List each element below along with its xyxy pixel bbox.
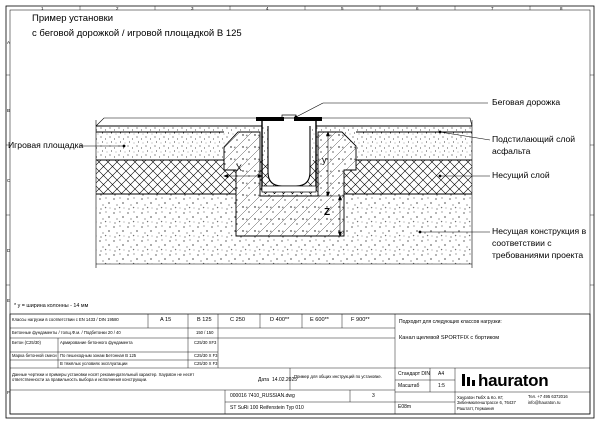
- company-email: info@hauraton.ru: [528, 400, 561, 405]
- tick-top-7: 7: [491, 6, 494, 11]
- mix-row-label: Марка бетонной смеси: [12, 353, 57, 358]
- sheet-note: Пример для общих инструкций по установке.: [294, 374, 382, 379]
- drawing-title-line1: Пример установки: [32, 13, 114, 24]
- load-class-b125: B 125: [197, 317, 212, 323]
- tick-top-6: 6: [416, 6, 419, 11]
- hauraton-logo-mark: [462, 374, 475, 386]
- tick-top-3: 3: [191, 6, 194, 11]
- mix-row-value: C25/30 X F3: [194, 353, 218, 358]
- company-logo-text: hauraton: [478, 371, 549, 390]
- slot-opening: [282, 115, 296, 118]
- heavy-row-mid: В тяжёлых условиях эксплуатации: [60, 361, 128, 366]
- drawing-number: 000016 7410_RUSSIAN.dwg: [230, 393, 295, 399]
- channel-u-profile: [268, 126, 310, 186]
- heavy-row-value: C25/30 X F3: [194, 361, 218, 366]
- revision: E08m: [398, 404, 412, 410]
- dimension-x-label: X: [236, 163, 243, 173]
- classes-header: Классы нагрузки в соответствии с EN 1433 / DIN 19580: [12, 317, 119, 322]
- callout-construction-line2: соответствии с: [492, 238, 552, 248]
- disclaimer-text: Данные чертежи и примеры установки носят рекомендательный характер. Хаураtон не несёт ответственности за правильность выбора и исполнения конструкции.: [12, 372, 195, 383]
- load-class-a15: A 15: [160, 317, 172, 323]
- scale-value: 1:5: [438, 383, 445, 389]
- foundation-row-value: 150 / 150: [196, 330, 214, 335]
- product-header: Подходит для следующих классов нагрузки:: [399, 319, 502, 325]
- standard-value: A4: [438, 371, 445, 377]
- callout-base-layer: Несущий слой: [492, 170, 550, 180]
- drawing-index: 3: [372, 393, 375, 399]
- callout-asphalt-line2: асфальта: [492, 146, 531, 156]
- tick-top-8: 8: [560, 6, 563, 11]
- concrete-row-mid: Армирование бетонного фундамента: [60, 340, 133, 345]
- tick-top-4: 4: [266, 6, 269, 11]
- tick-side-c: C: [7, 178, 11, 183]
- channel-foot: [262, 186, 316, 192]
- scale-label: Масштаб: [398, 383, 420, 389]
- callout-construction-line1: Несущая конструкция в: [492, 226, 587, 236]
- company-phone: Тел. +7 495 6372016: [528, 394, 568, 399]
- load-class-e600: E 600**: [310, 317, 329, 323]
- load-class-c250: C 250: [230, 317, 245, 323]
- tick-side-a: A: [7, 40, 11, 45]
- dimension-z-label: Z: [324, 207, 331, 218]
- callout-running-track: Беговая дорожка: [492, 97, 561, 107]
- tick-top-1: 1: [41, 6, 44, 11]
- tick-top-2: 2: [116, 6, 119, 11]
- date-label: Дата: [258, 377, 270, 383]
- standard-label: Стандарт DIN: [398, 371, 431, 377]
- callout-construction-line3: требованиями проекта: [492, 250, 584, 260]
- concrete-row-label: Бетон (C25/30): [12, 340, 41, 345]
- channel-edge-right: [294, 117, 322, 121]
- tick-top-5: 5: [341, 6, 344, 11]
- load-class-f900: F 900**: [351, 317, 370, 323]
- date-value: 14.02.2025: [272, 377, 298, 383]
- load-class-d400: D 400**: [270, 317, 290, 323]
- drawing-title-line2: с беговой дорожкой / игровой площадкой B 125: [32, 28, 242, 39]
- concrete-row-value: C25/30 XF3: [194, 340, 217, 345]
- tick-side-d: D: [7, 248, 11, 253]
- dimension-y-label: y: [322, 155, 327, 165]
- mix-row-mid: По пешеходным зонам Бетонная B 125: [60, 353, 137, 358]
- foundation-row-label: Бетонные фундаменты / толщ.Ф.м. / Подбетонки 20 / 40: [12, 330, 121, 335]
- channel-edge-left: [256, 117, 284, 121]
- footnote: * y = ширина колонны - 14 мм: [14, 303, 89, 309]
- tick-side-f: F: [7, 390, 10, 395]
- company-address: Хаураtон ГмбХ & Ко. КГ, Зибенмюленштрассе 6, 76437 Раштатт, Германия: [457, 395, 516, 411]
- drawing-code: ST SuRi 100 Reifenstein Typ 010: [230, 405, 304, 411]
- product-name: Канал щелевой SPORTFIX с бортиком: [399, 335, 500, 341]
- tick-side-e: E: [7, 298, 11, 303]
- callout-asphalt-line1: Подстилающий слой: [492, 134, 576, 144]
- tick-side-b: B: [7, 108, 11, 113]
- callout-playground: Игровая площадка: [8, 140, 84, 150]
